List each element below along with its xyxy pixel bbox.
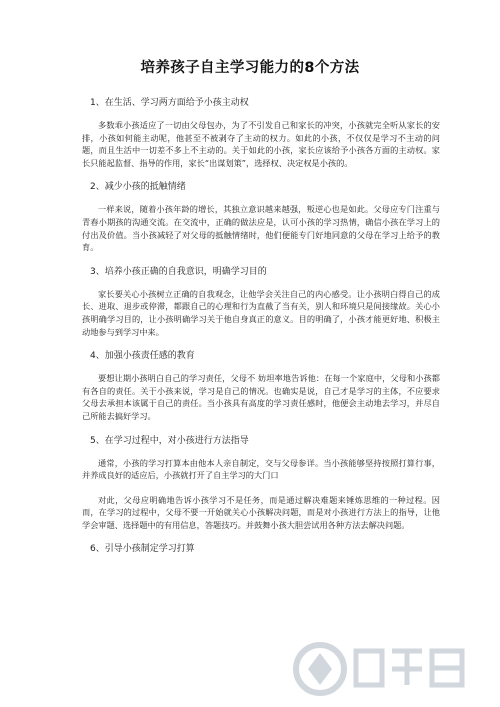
section-heading: 5、在学习过程中，对小孩进行方法指导 <box>90 435 249 446</box>
section-heading: 1、在生活、学习两方面给予小孩主动权 <box>90 98 249 108</box>
section-paragraph: 一样来说，随着小孩年龄的增长，其独立意识越来越强，叛逆心也是如此。父母应专门注重与青春小期孩的沟通交流。在交流中，正确的做法应是，认可小孩的学习热情，确信小孩在学习上的付出及价值。当小孩减轻了对父母的抵触情绪时，他们便能专门好地同意的父母在学习上给予的教育。 <box>82 204 440 253</box>
section-heading: 6、引导小孩制定学习打算 <box>90 544 195 555</box>
watermark-glyph-2 <box>392 651 422 685</box>
section-3 <box>82 266 440 338</box>
watermark-glyph-3 <box>432 651 462 685</box>
logo-watermark-icon <box>290 631 490 701</box>
document-title: 培养孩子自主学习能力的8个方法 <box>140 60 360 76</box>
section-paragraph: 多数乖小孩适应了一切由父母包办，为了不引发自己和家长的冲突，小孩就完全听从家长的安排，小孩如何能主动呢，他甚至不被剥夺了主动的权力。如此的小孩，不仅仅是学习不主动的问题，而且生活中一切差不多上不主动的。关于如此的小孩，家长应该给予小孩各方面的主动权。家长只能起监督、指导的作用，家长“出谋划策”，选择权、决定权是小孩的。 <box>82 120 440 168</box>
watermark-diamond <box>308 653 332 685</box>
section-1 <box>82 97 440 169</box>
section-heading: 3、培养小孩正确的自我意识，明确学习目的 <box>90 266 267 277</box>
section-heading: 2、减少小孩的抵触情绪 <box>90 182 186 193</box>
section-heading: 4、加强小孩责任感的教育 <box>90 351 195 362</box>
section-5-continued <box>82 494 440 532</box>
section-6 <box>82 543 440 556</box>
section-paragraph: 对此，父母应明确地告诉小孩学习不是任务，而是通过解决难题来锤炼思维的一种过程。因而，在学习的过程中，父母不要一开始就关心小孩解决问题，而是对小孩进行方法上的指导，让他学会审题、选择题中的有用信息，答题技巧。并鼓舞小孩大胆尝试用各种方法去解决问题。 <box>82 494 440 530</box>
section-paragraph: 家长要关心小孩树立正确的自我观念，让他学会关注自己的内心感受。让小孩明白得自己的成长、进取、退步或停滞，都跟自己的心理和行为直截了当有关，别人和环境只是间接缘故。关心小孩明确学习目的，让小孩明确学习关于他自身真正的意义。目的明确了，小孩才能更好地、积极主动地参与到学习中来。 <box>82 288 440 337</box>
section-4 <box>82 350 440 422</box>
section-5 <box>82 435 440 482</box>
section-paragraph: 通常，小孩的学习打算本由他本人亲自制定，交与父母参详。当小孩能够坚持按照打算行事，并养成良好的适应后，小孩就打开了自主学习的大门口 <box>82 457 440 481</box>
section-2 <box>82 181 440 253</box>
watermark-glyph-1 <box>356 651 382 685</box>
logo-watermark-svg <box>290 631 490 701</box>
section-paragraph: 要想让期小孩明白自己的学习责任，父母不 妨坦率地告诉他：在每一个家庭中，父母和小孩都有各自的责任。关于小孩来说，学习是自己的情况。也确实是说，自己才是学习的主体，不应要求父母去承担本该属于自己的责任。当小孩具有高度的学习责任感时，他便会主动地去学习，并尽自己所能去搞好学习。 <box>82 373 440 421</box>
